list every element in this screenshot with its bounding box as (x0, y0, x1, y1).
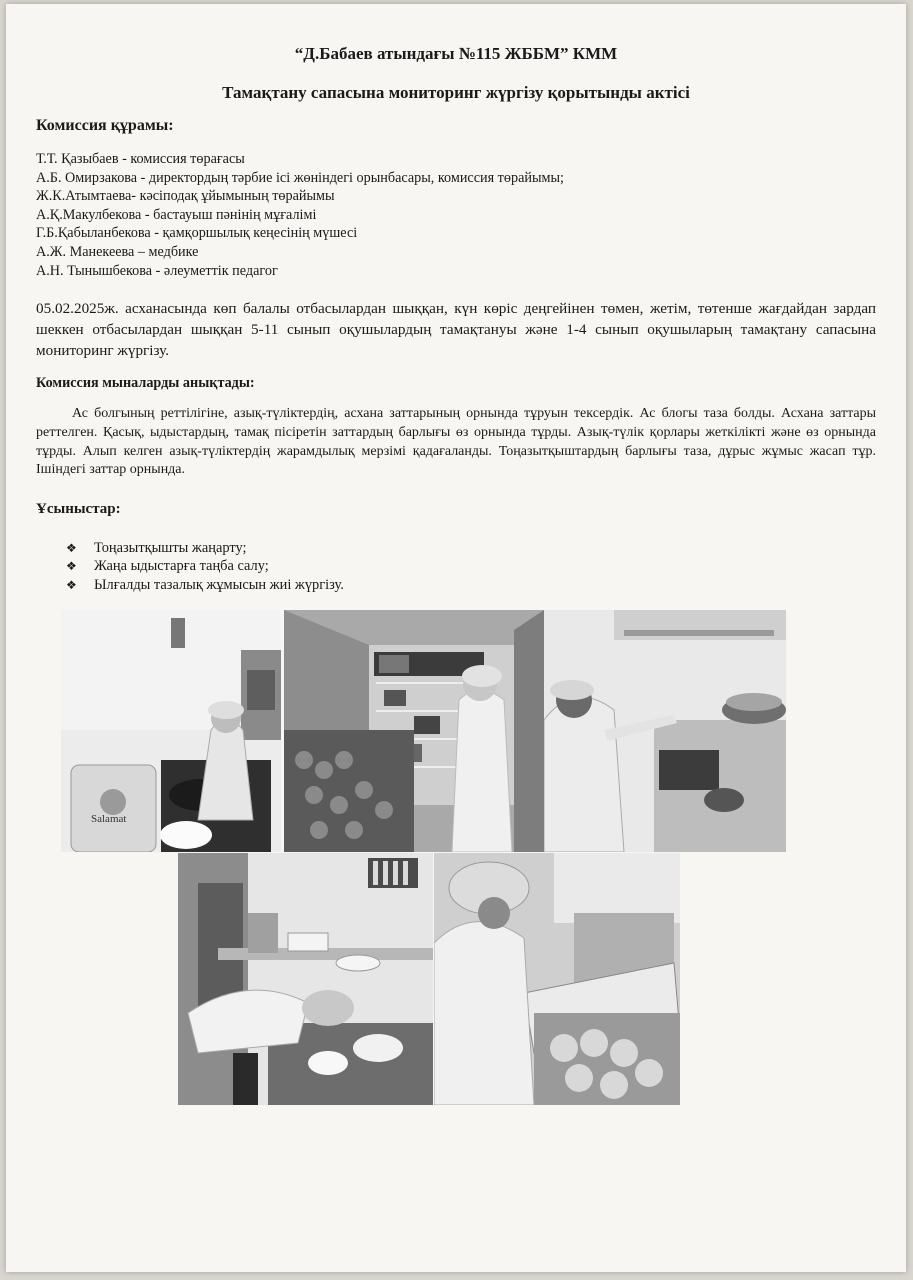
intro-paragraph: 05.02.2025ж. асханасында көп балалы отбасылардан шыққан, күн көріс деңгейінен төмен, жетім, төтенше жағдайдан зардап шеккен отбасылардан шыққан 5-11 сынып оқушылардың тамақтануы және 1-4 сынып оқушыларың тамақтану сапасына мониторинг жүргізу. (36, 300, 876, 359)
diamond-bullet-icon: ❖ (66, 577, 77, 592)
pantry-shelves-photo (284, 610, 544, 852)
recommendation-item (66, 576, 344, 594)
member-line: А.Н. Тынышбекова - әлеуметтік педагог (36, 262, 278, 279)
findings-paragraph: Ас болгының реттілігіне, азық-түліктердің, асхана заттарының орнында тұруын тексердік. Ас блогы таза болды. Асхана заттары реттелген. Қасық, ыдыстардың, тамақ пісіретін заттардың барлығы өз орнында тұрды. Азық-түлік қорлары жеткілікті және өз орнында тұрды. Алып келген азық-түліктердің жарамдылық мерзімі қадағаланды. Тоңазытқыштардың барлығы таза, дұрыс жұмыс жасап тұр. Ішіндегі заттар орнында. (36, 406, 876, 478)
recommendation-text: Жаңа ыдыстарға таңба салу; (94, 558, 269, 575)
organization-title: “Д.Бабаев атындағы №115 ЖББМ” КММ (294, 44, 618, 63)
freezer-photo (434, 853, 680, 1105)
diamond-bullet-icon: ❖ (66, 541, 77, 555)
prep-counter-photo (178, 853, 433, 1105)
member-line: Т.Т. Қазыбаев - комиссия төрағасы (36, 151, 245, 167)
member-line: А.Б. Омирзакова - директордың тәрбие ісі жөніндегі орынбасары, комиссия төрайымы; (36, 169, 564, 186)
recommendation-item (66, 557, 344, 575)
member-line: Г.Б.Қабыланбекова - қамқоршылық кеңесінің мүшесі (36, 225, 358, 242)
diamond-bullet-icon: ❖ (66, 559, 77, 574)
commission-members-list (36, 150, 876, 280)
act-title: Тамақтану сапасына мониторинг жүргізу қорытынды актісі (222, 83, 690, 102)
member-line: Ж.К.Атымтаева- кәсіподақ ұйымының төрайымы (36, 188, 335, 205)
findings-heading: Комиссия мыналарды анықтады: (36, 375, 255, 391)
recommendation-text: Ылғалды тазалық жұмысын жиі жүргізу. (94, 576, 344, 593)
member-line: А.Қ.Макулбекова - бастауыш пәнінің мұғалімі (36, 206, 317, 223)
document-page (6, 4, 906, 1272)
oven-area-photo (544, 610, 786, 852)
recommendation-item (66, 539, 344, 557)
commission-heading: Комиссия құрамы: (36, 117, 174, 134)
recommendation-text: Тоңазытқышты жаңарту; (94, 540, 247, 556)
recommendations-list (66, 539, 344, 594)
bag-brand-label: Salamat (91, 813, 127, 825)
member-line: А.Ж. Манекеева – медбике (36, 243, 199, 260)
recommendations-heading: Ұсыныстар: (36, 501, 121, 517)
kitchen-stove-photo (61, 610, 281, 852)
